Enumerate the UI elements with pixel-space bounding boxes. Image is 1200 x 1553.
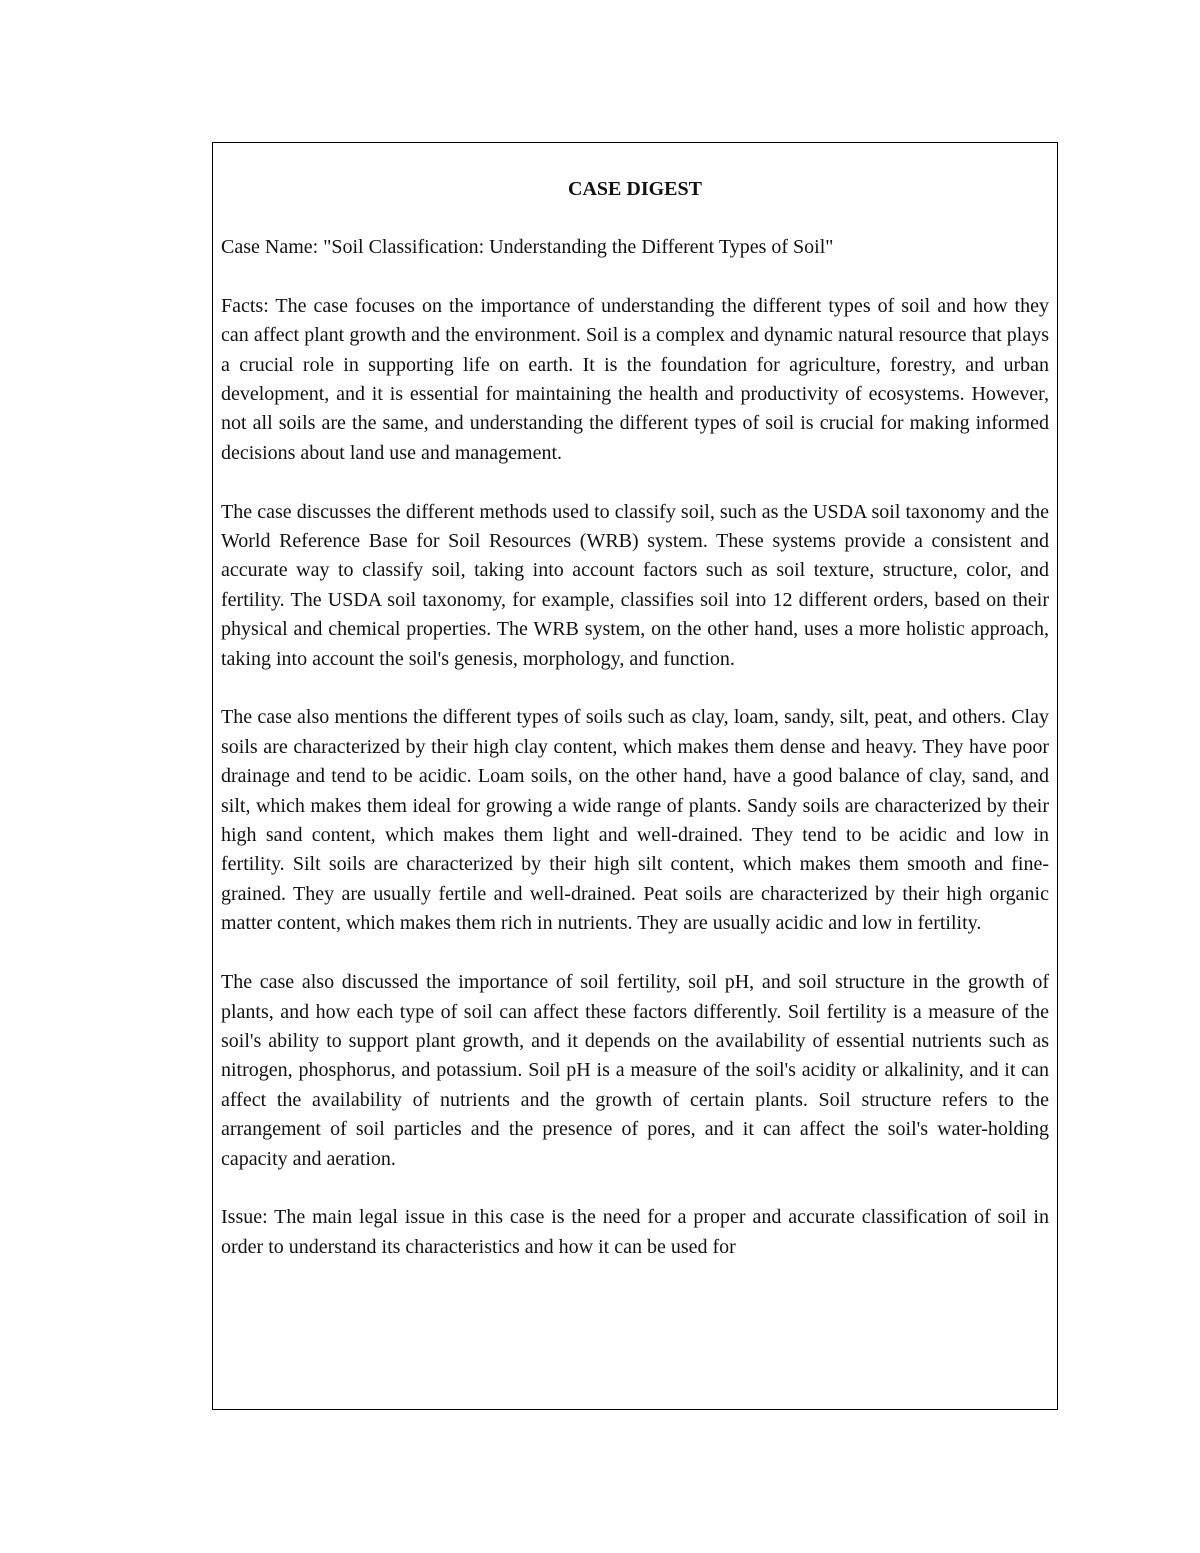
- fertility-paragraph: The case also discussed the importance of soil fertility, soil pH, and soil structure in the growth of plants, and how each type of soil can affect these factors differently. Soil fertility is a measure of the soil's ability to support plant growth, and it depends on the availability of essential nutrients such as nitrogen, phosphorus, and potassium. Soil pH is a measure of the soil's acidity or alkalinity, and it can affect the availability of nutrients and the growth of certain plants. Soil structure refers to the arrangement of soil particles and the presence of pores, and it can affect the soil's water-holding capacity and aeration.: [221, 971, 1049, 1170]
- case-name: Case Name: "Soil Classification: Understanding the Different Types of Soil": [221, 236, 834, 258]
- soil-types-paragraph: The case also mentions the different types of soils such as clay, loam, sandy, silt, peat, and others. Clay soils are characterized by their high clay content, which makes them dense and heavy. They have poor drainage and tend to be acidic. Loam soils, on the other hand, have a good balance of clay, sand, and silt, which makes them ideal for growing a wide range of plants. Sandy soils are characterized by their high sand content, which makes them light and well-drained. They tend to be acidic and low in fertility. Silt soils are characterized by their high silt content, which makes them smooth and fine-grained. They are usually fertile and well-drained. Peat soils are characterized by their high organic matter content, which makes them rich in nutrients. They are usually acidic and low in fertility.: [221, 706, 1049, 935]
- document-frame: [212, 142, 1058, 1410]
- document-title: CASE DIGEST: [568, 178, 702, 200]
- methods-paragraph: The case discusses the different methods used to classify soil, such as the USDA soil taxonomy and the World Reference Base for Soil Resources (WRB) system. These systems provide a consistent and accurate way to classify soil, taking into account factors such as soil texture, structure, color, and fertility. The USDA soil taxonomy, for example, classifies soil into 12 different orders, based on their physical and chemical properties. The WRB system, on the other hand, uses a more holistic approach, taking into account the soil's genesis, morphology, and function.: [221, 500, 1049, 670]
- issue-paragraph: Issue: The main legal issue in this case is the need for a proper and accurate classification of soil in order to understand its characteristics and how it can be used for: [221, 1206, 1049, 1258]
- facts-paragraph: Facts: The case focuses on the importance of understanding the different types of soil and how they can affect plant growth and the environment. Soil is a complex and dynamic natural resource that plays a crucial role in supporting life on earth. It is the foundation for agriculture, forestry, and urban development, and it is essential for maintaining the health and productivity of ecosystems. However, not all soils are the same, and understanding the different types of soil is crucial for making informed decisions about land use and management.: [221, 294, 1049, 464]
